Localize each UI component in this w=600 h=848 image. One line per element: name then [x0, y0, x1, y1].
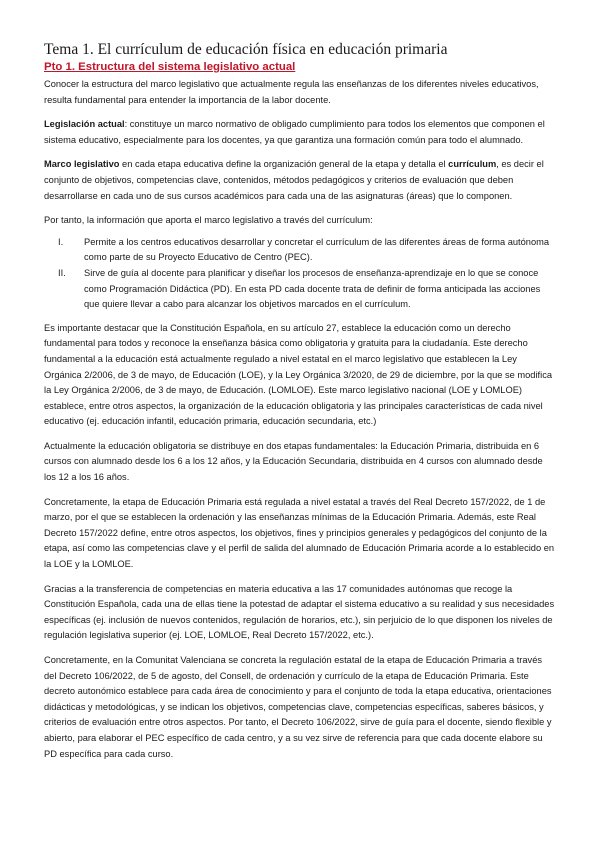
section-heading: Pto 1. Estructura del sistema legislativo actual [44, 61, 296, 73]
paragraph-marco [44, 157, 556, 204]
paragraph-real-decreto: Concretamente, la etapa de Educación Primaria está regulada a nivel estatal a través del Real Decreto 157/2022, de 1 de marzo, por el que se establecen la ordenación y las enseñanzas mínimas de la Educación Primaria. Además, este Real Decreto 157/2022 define, entre otros aspectos, los objetivos, fines y principios generales y pedagógicos del conjunto de la etapa, así como las competencias clave y el perfil de salida del alumnado de Educación Primaria acorde a lo establecido en la LOE y la LOMLOE. [44, 496, 555, 570]
list-item-number: II. [58, 267, 66, 278]
term-curriculum: currículum [448, 159, 497, 170]
list-item-text: Sirve de guía al docente para planificar y diseñar los procesos de enseñanza-aprendizaje en lo que se conoce como Programación Didáctica (PD). En esta PD cada docente trata de definir de forma anticipada las acciones que quiere llevar a cabo para alcanzar los objetivos marcados en el currículum. [84, 267, 541, 310]
paragraph-comunitat-valenciana: Concretamente, en la Comunitat Valenciana se concreta la regulación estatal de la etapa de Educación Primaria a través del Decreto 106/2022, de 5 de agosto, del Consell, de ordenación y currículo de la etapa de Educación Primaria. Este decreto autonómico establece para cada área de conocimiento y para el conjunto de toda la etapa educativa, orientaciones didácticas y metodológicas, y se indican los objetivos, competencias clave, competencias específicas, saberes básicos, y criterios de evaluación entre otros aspectos. Por tanto, el Decreto 106/2022, sirve de guía para el docente, siendo flexible y abierto, para elaborar el PEC específico de cada centro, y a su vez sirve de referencia para que cada docente elabore su PD específica para cada curso. [44, 655, 552, 759]
paragraph-legislacion [44, 117, 556, 148]
list-item [44, 266, 556, 313]
list-item-number: I. [58, 236, 64, 247]
paragraph-marco-text-b: , es decir el conjunto de objetivos, competencias clave, contenidos, métodos pedagógicos y criterios de evaluación que deben desarrollarse en cada uno de sus cursos académicos para cada una de las asignaturas (áreas) que lo componen. [44, 159, 544, 201]
list-item [44, 235, 556, 266]
paragraph-etapas: Actualmente la educación obligatoria se distribuye en dos etapas fundamentales: la Educación Primaria, distribuida en 6 cursos con alumnado desde los 6 a los 12 años, y la Educación Secundaria, distribuida en 4 cursos con alumnado desde los 12 a los 16 años. [44, 440, 543, 483]
paragraph-constitucion: Es importante destacar que la Constitución Española, en su artículo 27, establece la educación como un derecho fundamental para todos y reconoce la enseñanza básica como obligatoria y gratuita para la ciudadanía. Este derecho fundamental a la educación está actualmente regulado a nivel estatal en el marco legislativo que establecen la Ley Orgánica 2/2006, de 3 de mayo, de Educación (LOE), y la Ley Orgánica 3/2020, de 29 de diciembre, por la que se modifica la Ley Orgánica 2/2006, de 3 de mayo, de Educación. (LOMLOE). Este marco legislativo nacional (LOE y LOMLOE) establece, entre otros aspectos, la organización de la educación obligatoria y las principales características de cada nivel educativo (ej. educación infantil, educación primaria, educación secundaria, etc.) [44, 322, 553, 427]
paragraph-competencias: Gracias a la transferencia de competencias en materia educativa a las 17 comunidades autónomas que recoge la Constitución Española, cada una de ellas tiene la potestad de adaptar el sistema educativo a su realidad y sus necesidades específicas (ej. inclusión de nuevos contenidos, regulación de horarios, etc.), sin perjuicio de lo que disponen los niveles de regulación legislativa superior (ej. LOE, LOMLOE, Real Decreto 157/2022, etc.). [44, 583, 555, 641]
paragraph-list-intro: Por tanto, la información que aporta el marco legislativo a través del currículum: [44, 215, 373, 226]
roman-list [44, 235, 556, 313]
paragraph-marco-text-a: en cada etapa educativa define la organización general de la etapa y detalla el [119, 159, 449, 170]
document-title: Tema 1. El currículum de educación física en educación primaria [44, 41, 448, 58]
paragraph-legislacion-text: : constituye un marco normativo de obligado cumplimiento para todos los elementos que componen el sistema educativo, especialmente para los docentes, ya que garantiza una formación común para todo el alumnado. [44, 119, 545, 145]
paragraph-intro: Conocer la estructura del marco legislativo que actualmente regula las enseñanzas de los diferentes niveles educativos, resulta fundamental para entender la importancia de la labor docente. [44, 79, 539, 105]
term-marco-legislativo: Marco legislativo [44, 159, 120, 170]
list-item-text: Permite a los centros educativos desarrollar y concretar el currículum de las diferentes áreas de forma autónoma como parte de su Proyecto Educativo de Centro (PEC). [84, 236, 550, 263]
term-legislacion-actual: Legislación actual [44, 119, 125, 130]
